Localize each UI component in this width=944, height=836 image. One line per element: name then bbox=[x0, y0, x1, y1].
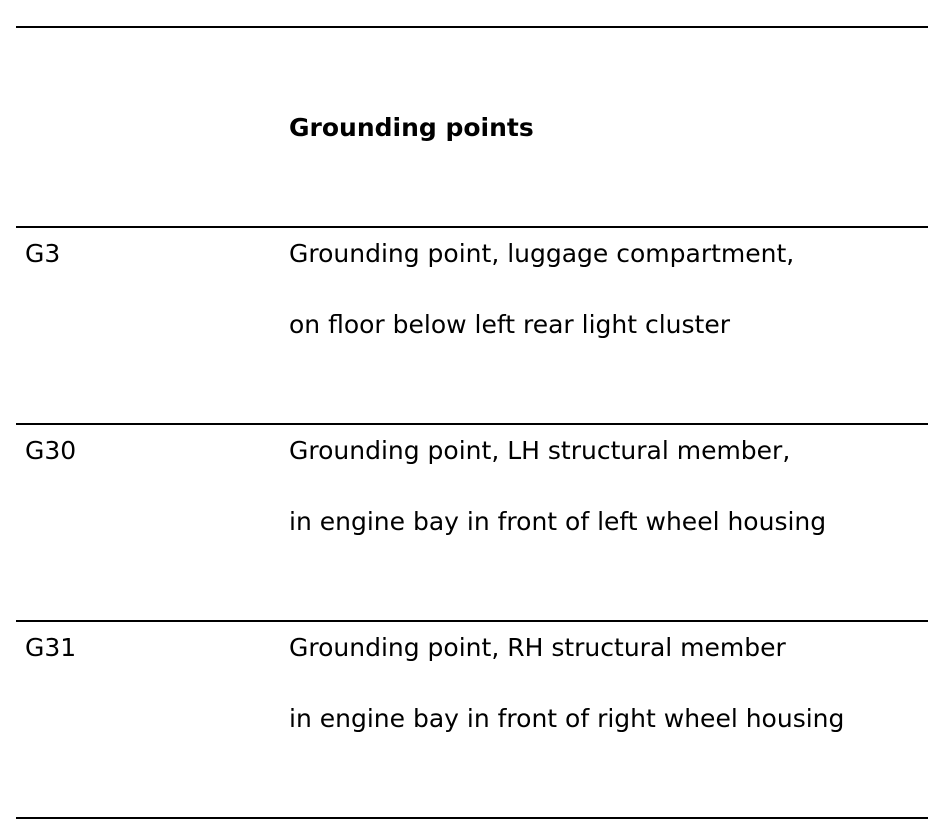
row-divider bbox=[16, 423, 928, 425]
row-description-line1: Grounding point, luggage compartment, bbox=[289, 239, 795, 268]
row-code: G30 bbox=[25, 436, 77, 465]
row-description-line2: in engine bay in front of left wheel housing bbox=[289, 507, 827, 536]
table-top-rule bbox=[16, 26, 928, 28]
row-divider bbox=[16, 620, 928, 622]
row-description-line1: Grounding point, RH structural member bbox=[289, 633, 786, 662]
row-description-line1: Grounding point, LH structural member, bbox=[289, 436, 791, 465]
row-divider bbox=[16, 226, 928, 228]
row-code: G31 bbox=[25, 633, 77, 662]
row-code: G3 bbox=[25, 239, 61, 268]
row-description-line2: in engine bay in front of right wheel housing bbox=[289, 704, 845, 733]
row-description-line2: on floor below left rear light cluster bbox=[289, 310, 731, 339]
table-heading: Grounding points bbox=[289, 113, 534, 142]
table-bottom-rule bbox=[16, 817, 928, 819]
